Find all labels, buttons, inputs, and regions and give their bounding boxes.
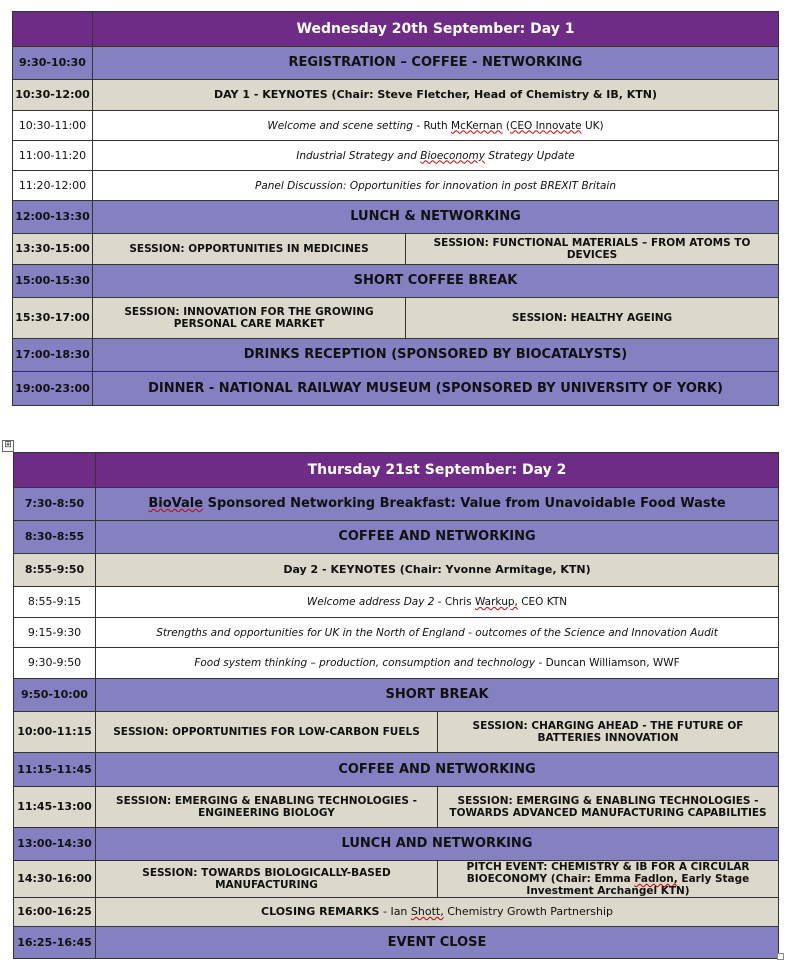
pitch-text: Early Stage Investment Archangel KTN): [526, 873, 750, 897]
speaker-text: - Chris: [434, 596, 475, 608]
speaker-text: Chemistry Growth Partnership: [443, 905, 614, 918]
session-left: SESSION: TOWARDS BIOLOGICALLY-BASED MANUFACTURING: [96, 861, 438, 898]
table-row-event: DAY 1 - KEYNOTES (Chair: Steve Fletcher, Head of Chemistry & IB, KTN): [93, 80, 779, 111]
talk-title-word: Bioeconomy: [420, 149, 486, 162]
speaker-name: McKernan: [451, 119, 503, 132]
table-row-time: 9:30-9:50: [14, 648, 96, 679]
table-row-time: 8:55-9:50: [14, 554, 96, 587]
table-row-event: LUNCH & NETWORKING: [93, 201, 779, 234]
table-row-event: [96, 648, 779, 679]
sponsor-name: BioVale: [148, 496, 204, 511]
speaker-text: - Ruth: [412, 119, 452, 132]
table-row-event: EVENT CLOSE: [96, 927, 779, 959]
table-row-time: 11:15-11:45: [14, 753, 96, 787]
closing-title: CLOSING REMARKS: [261, 905, 380, 918]
table-row-time: 13:00-14:30: [14, 828, 96, 861]
session-left: SESSION: INNOVATION FOR THE GROWING PERSONAL CARE MARKET: [93, 298, 406, 339]
table-resize-handle[interactable]: [777, 953, 784, 960]
table-row-time: 14:30-16:00: [14, 861, 96, 898]
table-move-handle-icon[interactable]: ⊞: [2, 440, 14, 452]
table-row-event: DRINKS RECEPTION (SPONSORED BY BIOCATALYSTS): [93, 339, 779, 372]
speaker-text: UK): [581, 119, 604, 132]
speaker-text: - Duncan Williamson, WWF: [535, 657, 680, 669]
table-row-time: 17:00-18:30: [13, 339, 93, 372]
chair-name: Fadlon,: [634, 873, 678, 885]
table-row-time: 16:25-16:45: [14, 927, 96, 959]
table-row-time: 10:00-11:15: [14, 712, 96, 753]
table-row-event: Strengths and opportunities for UK in the North of England - outcomes of the Science and Innovation Audit: [96, 618, 779, 648]
table-row-event: [93, 141, 779, 171]
speaker-text: (: [502, 119, 511, 132]
session-right: SESSION: FUNCTIONAL MATERIALS – FROM ATOMS TO DEVICES: [406, 234, 779, 265]
table-row-time: 9:50-10:00: [14, 679, 96, 712]
table-row-time: 10:30-12:00: [13, 80, 93, 111]
day2-header-blank: [14, 453, 96, 488]
session-right: SESSION: CHARGING AHEAD - THE FUTURE OF BATTERIES INNOVATION: [438, 712, 779, 753]
session-left: SESSION: OPPORTUNITIES IN MEDICINES: [93, 234, 406, 265]
table-row-time: 11:20-12:00: [13, 171, 93, 201]
pitch-text: PITCH EVENT: CHEMISTRY & IB FOR A CIRCULAR BIOECONOMY (Chair: Emma: [466, 861, 750, 885]
table-row-event: Day 2 - KEYNOTES (Chair: Yvonne Armitage, KTN): [96, 554, 779, 587]
table-row-time: 15:30-17:00: [13, 298, 93, 339]
table-row-event: SHORT COFFEE BREAK: [93, 265, 779, 298]
speaker-text: CEO KTN: [517, 596, 568, 608]
table-row-time: 19:00-23:00: [13, 372, 93, 406]
session-right: SESSION: HEALTHY AGEING: [406, 298, 779, 339]
talk-title: Food system thinking – production, consumption and technology: [194, 657, 536, 669]
table-row-time: 11:45-13:00: [14, 787, 96, 828]
day1-header-blank: [13, 12, 93, 47]
table-row-event: [93, 111, 779, 141]
speaker-name: Shott,: [410, 905, 444, 918]
day2-schedule-table: [13, 452, 779, 959]
day2-title: Thursday 21st September: Day 2: [96, 453, 779, 488]
speaker-name: Warkup,: [474, 596, 518, 608]
table-row-event: REGISTRATION – COFFEE - NETWORKING: [93, 47, 779, 80]
table-row-time: 10:30-11:00: [13, 111, 93, 141]
session-right: [438, 861, 779, 898]
table-row-time: 9:30-10:30: [13, 47, 93, 80]
table-row-event: COFFEE AND NETWORKING: [96, 753, 779, 787]
table-row-time: 15:00-15:30: [13, 265, 93, 298]
day1-title: Wednesday 20th September: Day 1: [93, 12, 779, 47]
table-row-event: Panel Discussion: Opportunities for innovation in post BREXIT Britain: [93, 171, 779, 201]
table-row-time: 12:00-13:30: [13, 201, 93, 234]
table-row-time: 8:30-8:55: [14, 521, 96, 554]
table-row-time: 13:30-15:00: [13, 234, 93, 265]
table-row-event: [96, 898, 779, 927]
table-row-time: 9:15-9:30: [14, 618, 96, 648]
table-row-time: 8:55-9:15: [14, 587, 96, 618]
table-row-time: 16:00-16:25: [14, 898, 96, 927]
speaker-org: CEO Innovate: [510, 119, 582, 132]
talk-title: Welcome and scene setting: [267, 119, 413, 132]
table-row-event: [96, 587, 779, 618]
table-row-event: LUNCH AND NETWORKING: [96, 828, 779, 861]
session-left: SESSION: OPPORTUNITIES FOR LOW-CARBON FUELS: [96, 712, 438, 753]
speaker-text: - Ian: [379, 905, 411, 918]
talk-title: Strategy Update: [485, 149, 575, 162]
event-text: Sponsored Networking Breakfast: Value from Unavoidable Food Waste: [203, 496, 726, 511]
day1-schedule-table: [12, 11, 779, 406]
table-row-event: COFFEE AND NETWORKING: [96, 521, 779, 554]
talk-title: Industrial Strategy and: [296, 149, 421, 162]
table-row-time: 11:00-11:20: [13, 141, 93, 171]
session-left: SESSION: EMERGING & ENABLING TECHNOLOGIES - ENGINEERING BIOLOGY: [96, 787, 438, 828]
talk-title: Welcome address Day 2: [306, 596, 435, 608]
session-right: SESSION: EMERGING & ENABLING TECHNOLOGIES - TOWARDS ADVANCED MANUFACTURING CAPABILITIES: [438, 787, 779, 828]
table-row-event: SHORT BREAK: [96, 679, 779, 712]
table-row-time: 7:30-8:50: [14, 488, 96, 521]
table-row-event: DINNER - NATIONAL RAILWAY MUSEUM (SPONSORED BY UNIVERSITY OF YORK): [93, 372, 779, 406]
table-row-event: [96, 488, 779, 521]
